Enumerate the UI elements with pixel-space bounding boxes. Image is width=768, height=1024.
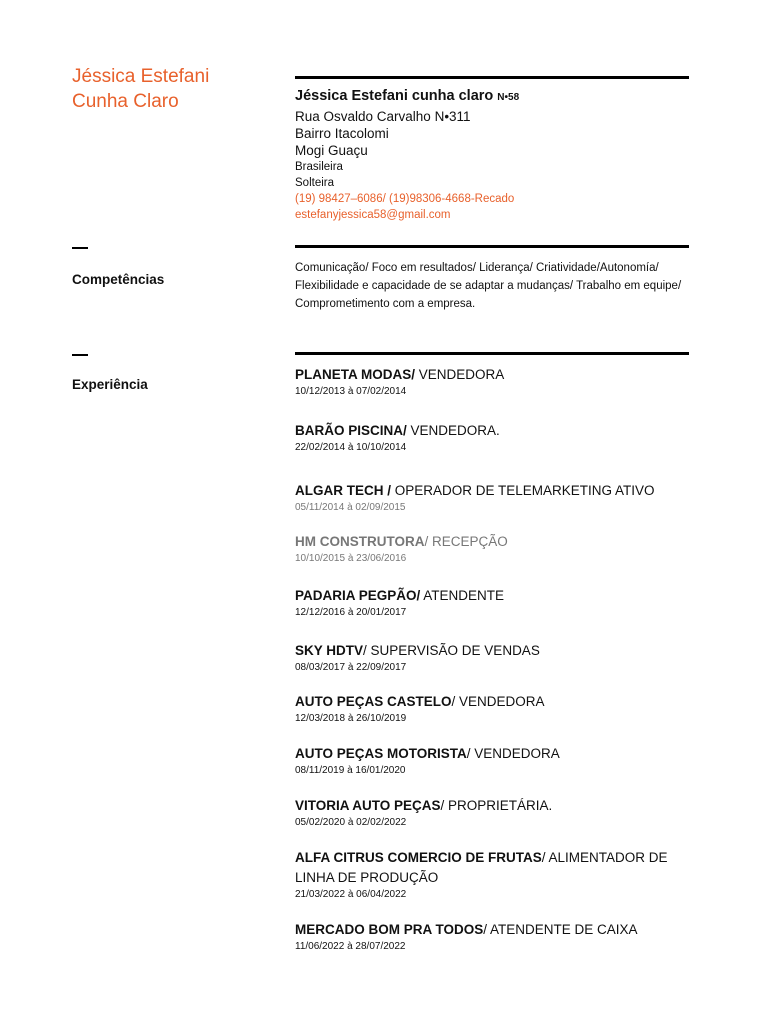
job-dates: 08/03/2017 à 22/09/2017 bbox=[295, 662, 407, 673]
job-company: ALGAR TECH / bbox=[295, 483, 391, 498]
job-role: VENDEDORA. bbox=[406, 423, 500, 438]
experience-title: Experiência bbox=[72, 377, 148, 392]
skills-text: Comunicação/ Foco em resultados/ Liderança/ Criatividade/Autonomía/ Flexibilidade e capacidade de se adaptar a mudanças/ Trabalho em equipe/ Comprometimento com a empresa. bbox=[295, 262, 682, 310]
job-role: / SUPERVISÃO DE VENDAS bbox=[363, 643, 540, 658]
job-role: / ATENDENTE DE CAIXA bbox=[483, 922, 638, 937]
skills-dash bbox=[72, 247, 88, 249]
job-dates: 10/12/2013 à 07/02/2014 bbox=[295, 386, 407, 397]
job-company: AUTO PEÇAS MOTORISTA bbox=[295, 746, 467, 761]
job-entry bbox=[295, 532, 685, 566]
contact-name: Jéssica Estefani cunha claro bbox=[295, 88, 494, 104]
job-role: / VENDEDORA bbox=[451, 694, 545, 709]
job-entry bbox=[295, 796, 685, 830]
job-company: BARÃO PISCINA/ bbox=[295, 423, 407, 438]
job-dates: 12/03/2018 à 26/10/2019 bbox=[295, 713, 407, 724]
job-dates: 08/11/2019 à 16/01/2020 bbox=[295, 765, 406, 776]
contact-number: N•58 bbox=[497, 92, 520, 103]
job-entry bbox=[295, 481, 685, 515]
job-company: SKY HDTV bbox=[295, 643, 364, 658]
contact-block bbox=[295, 86, 695, 223]
contact-city: Mogi Guaçu bbox=[295, 143, 368, 158]
contact-title bbox=[295, 86, 695, 108]
contact-neighborhood: Bairro Itacolomi bbox=[295, 126, 389, 141]
job-company: AUTO PEÇAS CASTELO bbox=[295, 694, 452, 709]
job-company: VITORIA AUTO PEÇAS bbox=[295, 798, 441, 813]
experience-divider bbox=[295, 352, 689, 355]
job-dates: 22/02/2014 à 10/10/2014 bbox=[295, 442, 407, 453]
contact-email: estefanyjessica58@gmail.com bbox=[295, 209, 451, 221]
job-company: PADARIA PEGPÃO/ bbox=[295, 588, 421, 603]
job-dates: 12/12/2016 à 20/01/2017 bbox=[295, 607, 407, 618]
job-role: / VENDEDORA bbox=[466, 746, 560, 761]
job-role: VENDEDORA bbox=[415, 367, 505, 382]
job-company: PLANETA MODAS/ bbox=[295, 367, 415, 382]
skills-title: Competências bbox=[72, 272, 165, 287]
job-company: MERCADO BOM PRA TODOS bbox=[295, 922, 484, 937]
name-line-1: Jéssica Estefani bbox=[72, 66, 210, 87]
job-entry bbox=[295, 920, 685, 954]
job-dates: 21/03/2022 à 06/04/2022 bbox=[295, 889, 407, 900]
job-company: ALFA CITRUS COMERCIO DE FRUTAS bbox=[295, 850, 542, 865]
job-entry bbox=[295, 641, 685, 675]
job-entry bbox=[295, 421, 685, 455]
job-dates: 10/10/2015 à 23/06/2016 bbox=[295, 553, 407, 564]
contact-marital-status: Solteira bbox=[295, 177, 334, 189]
job-role: / ALIMENTADOR DE LINHA DE PRODUÇÃO bbox=[295, 850, 668, 885]
job-role: OPERADOR DE TELEMARKETING ATIVO bbox=[391, 483, 655, 498]
job-entry bbox=[295, 586, 685, 620]
job-entry bbox=[295, 692, 685, 726]
job-role: / RECEPÇÃO bbox=[424, 534, 508, 549]
job-entry bbox=[295, 365, 685, 399]
contact-nationality: Brasileira bbox=[295, 161, 343, 173]
job-dates: 11/06/2022 à 28/07/2022 bbox=[295, 941, 406, 952]
contact-street: Rua Osvaldo Carvalho N•311 bbox=[295, 109, 471, 124]
skills-divider bbox=[295, 245, 689, 248]
name-line-2: Cunha Claro bbox=[72, 91, 179, 112]
job-role: ATENDENTE bbox=[420, 588, 505, 603]
job-company: HM CONSTRUTORA bbox=[295, 534, 425, 549]
contact-divider bbox=[295, 76, 689, 79]
experience-dash bbox=[72, 354, 88, 356]
contact-phones: (19) 98427–6086/ (19)98306-4668-Recado bbox=[295, 193, 515, 205]
job-entry bbox=[295, 744, 685, 778]
candidate-name bbox=[72, 64, 272, 114]
job-entry bbox=[295, 848, 685, 902]
job-dates: 05/02/2020 à 02/02/2022 bbox=[295, 817, 407, 828]
job-dates: 05/11/2014 à 02/09/2015 bbox=[295, 502, 406, 513]
job-role: / PROPRIETÁRIA. bbox=[440, 798, 553, 813]
